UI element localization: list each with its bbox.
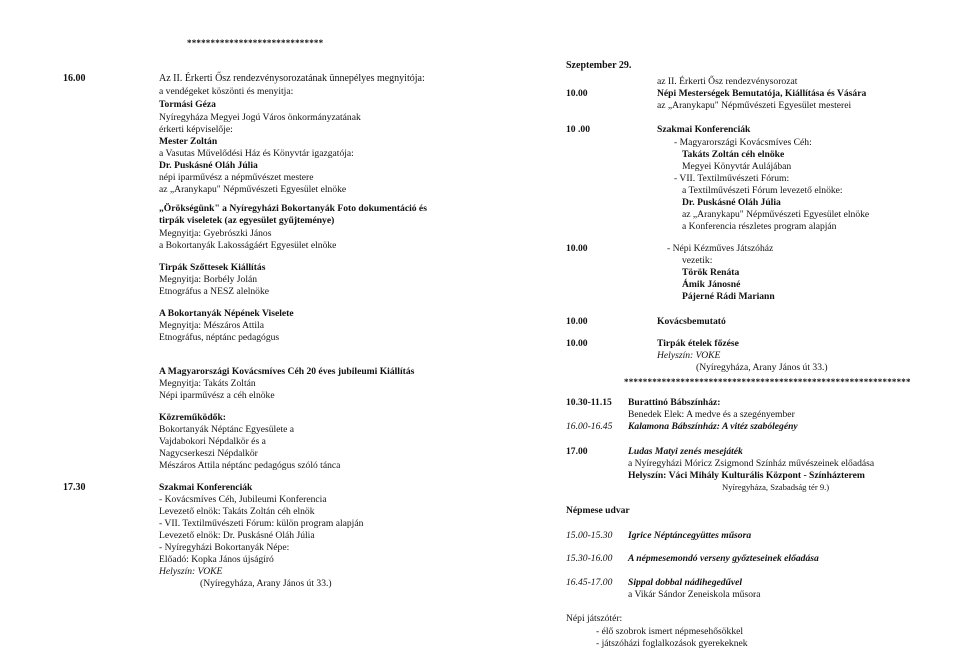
text-line: a Textilművészeti Fórum levezető elnöke: [682, 185, 843, 196]
text-line: - VII. Textilművészeti Fórum: külön program alapján [159, 518, 364, 529]
text-line: Etnográfus a NESZ alelnöke [159, 286, 270, 297]
text-line: Benedek Elek: A medve és a szegényember [628, 409, 795, 420]
heading-line: „Örökségünk" a Nyíregyházi Bokortanyák Foto dokumentáció és [159, 203, 427, 214]
text-line: érkerti képviselője: [159, 124, 233, 135]
name-line: Dr. Puskásné Oláh Júlia [159, 160, 258, 171]
text-line: Megnyitja: Takáts Zoltán [159, 378, 256, 389]
text-line: - Kovácsmíves Céh, Jubileumi Konferencia [159, 494, 327, 505]
show-line: Kalamona Bábszínház: A vitéz szabólegény [628, 421, 798, 432]
heading-line: Tirpák ételek főzése [657, 338, 739, 349]
text-line: Levezető elnök: Takáts Zoltán céh elnök [159, 506, 315, 517]
heading-line: Szakmai Konferenciák [657, 124, 751, 135]
text-line: az „Aranykapu" Népművészeti Egyesület mesterei [657, 100, 852, 111]
text-line: - VII. Textilművészeti Fórum: [674, 173, 790, 184]
text-line: Az II. Érkerti Ősz rendezvénysorozatának ünnepélyes megnyitója: [159, 73, 425, 84]
name-line: Tormási Géza [159, 99, 216, 110]
text-line: a Bokortanyák Lakosságáért Egyesület elnöke [159, 240, 337, 251]
text-line: Előadó: Kopka János újságíró [159, 554, 274, 565]
heading-line: Népi Mesterségek Bemutatója, Kiállítása és Vására [657, 88, 867, 99]
name-line: Mester Zoltán [159, 136, 218, 147]
text-line: Levezető elnök: Dr. Puskásné Oláh Júlia [159, 530, 315, 541]
time-label: 10.00 [566, 338, 588, 349]
heading-line: Burattinó Bábszínház: [628, 397, 721, 408]
text-line: Népi iparművész a céh elnöke [159, 390, 275, 401]
section-heading: Népi játszótér: [566, 613, 623, 624]
text-line: - Magyarországi Kovácsmíves Céh: [674, 137, 812, 148]
heading-line: Közreműködők: [159, 412, 226, 423]
show-line: Igrice Néptáncegyüttes műsora [628, 530, 752, 541]
time-label: 17.00 [566, 446, 588, 457]
text-line: Bokortanyák Néptánc Egyesülete a [159, 424, 295, 435]
time-label: 15.30-16.00 [566, 553, 613, 564]
text-line: a Vasutas Művelődési Ház és Könyvtár igazgatója: [159, 148, 354, 159]
name-line: Pájerné Rádi Mariann [682, 291, 775, 302]
time-label: 10 .00 [566, 124, 590, 135]
show-line: Sippal dobbal nádihegedűvel [628, 577, 743, 588]
text-line: Mészáros Attila néptánc pedagógus szóló tánca [159, 460, 341, 471]
text-line: Megnyitja: Mészáros Attila [159, 320, 264, 331]
time-label: 15.00-15.30 [566, 530, 613, 541]
address-line: Nyíregyháza, Szabadság tér 9.) [722, 482, 830, 492]
list-item: - játszóházi foglalkozások gyerekeknek [596, 638, 748, 649]
name-line: Ámik Jánosné [682, 279, 741, 290]
time-label: 10.00 [566, 243, 588, 254]
text-line: Nyíregyháza Megyei Jogú Város önkormányzatának [159, 112, 361, 123]
text-line: Etnográfus, néptánc pedagógus [159, 332, 280, 343]
text-line: a vendégeket köszönti és menyitja: [159, 86, 294, 97]
text-line: a Nyíregyházi Móricz Zsigmond Színház művészeinek előadása [628, 458, 875, 469]
star-divider: ************************************************************* [624, 377, 911, 387]
heading-line: A Bokortanyák Népének Viselete [159, 308, 294, 319]
heading-line: A Magyarországi Kovácsmíves Céh 20 éves jubileumi Kiállítás [159, 366, 415, 377]
time-label: 10.00 [566, 316, 588, 327]
heading-line: Szakmai Konferenciák [159, 482, 253, 493]
text-line: az „Aranykapu" Népművészeti Egyesület elnöke [159, 184, 347, 195]
list-item: - élő szobrok ismert népmesehősökkel [596, 626, 744, 637]
name-line: Dr. Puskásné Oláh Júlia [682, 197, 781, 208]
show-line: Ludas Matyi zenés mesejáték [628, 446, 743, 457]
heading-line: Tirpák Szőttesek Kiállítás [159, 262, 266, 273]
time-label: 16.00-16.45 [566, 421, 613, 432]
name-line: Török Renáta [682, 267, 740, 278]
text-line: Megnyitja: Borbély Jolán [159, 274, 258, 285]
text-line: Nagycserkeszi Népdalkör [159, 448, 258, 459]
text-line: Vajdabokori Népdalkör és a [159, 436, 266, 447]
text-line: Megnyitja: Gyebrószki János [159, 228, 272, 239]
time-label: 17.30 [63, 482, 86, 493]
heading-line: tirpák viseletek (az egyesület gyűjteménye) [159, 215, 335, 226]
name-line: Takáts Zoltán céh elnöke [682, 149, 785, 160]
time-label: 16.45-17.00 [566, 577, 613, 588]
text-line: népi iparművész a népművészet mestere [159, 172, 314, 183]
address-line: (Nyíregyháza, Arany János út 33.) [200, 578, 332, 589]
show-line: A népmesemondó verseny győzteseinek előadása [628, 553, 819, 564]
text-line: az II. Érkerti Ősz rendezvénysorozat [657, 76, 798, 87]
time-label: 10.00 [566, 88, 588, 99]
text-line: a Konferencia részletes program alapján [682, 221, 837, 232]
venue-line: Helyszín: VOKE [159, 566, 223, 577]
address-line: (Nyíregyháza, Arany János út 33.) [696, 362, 828, 373]
time-label: 16.00 [63, 73, 86, 84]
text-line: a Vikár Sándor Zeneiskola műsora [628, 589, 761, 600]
text-line: vezetik: [682, 255, 713, 266]
text-line: az „Aranykapu" Népművészeti Egyesület elnöke [682, 209, 870, 220]
star-divider: ***************************** [187, 38, 324, 48]
text-line: Megyei Könyvtár Aulájában [682, 161, 792, 172]
time-label: 10.30-11.15 [566, 397, 612, 408]
date-heading: Szeptember 29. [566, 60, 632, 71]
venue-line: Helyszín: Váci Mihály Kulturális Központ - Színházterem [628, 470, 865, 481]
section-heading: Népmese udvar [566, 505, 630, 516]
venue-line: Helyszín: VOKE [657, 350, 721, 361]
heading-line: Kovácsbemutató [657, 316, 726, 327]
text-line: - Nyíregyházi Bokortanyák Népe: [159, 542, 290, 553]
text-line: - Népi Kézműves Játszóház [667, 243, 774, 254]
